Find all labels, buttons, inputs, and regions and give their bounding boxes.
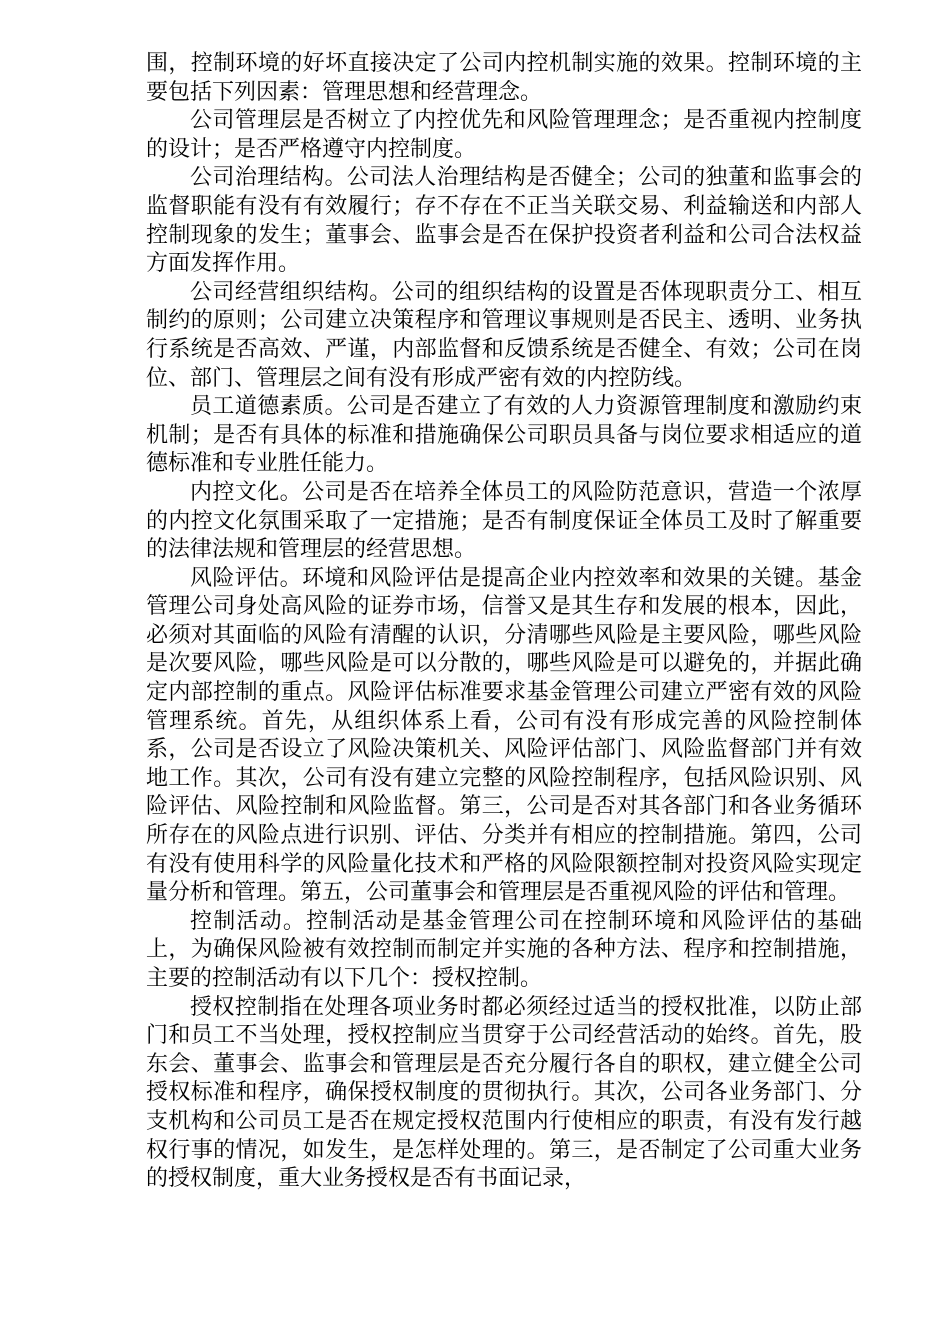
paragraph-organization-structure: 公司经营组织结构。公司的组织结构的设置是否体现职责分工、相互制约的原则；公司建立决策程序和管理议事规则是否民主、透明、业务执行系统是否高效、严谨，内部监督和反馈系统是否健全、有效；公司在岗位、部门、管理层之间有没有形成严密有效的内控防线。 xyxy=(146,279,862,391)
paragraph-authorization-control: 授权控制指在处理各项业务时都必须经过适当的授权批准，以防止部门和员工不当处理，授权控制应当贯穿于公司经营活动的始终。首先，股东会、董事会、监事会和管理层是否充分履行各自的职权，建立健全公司授权标准和程序，确保授权制度的贯彻执行。其次，公司各业务部门、分支机构和公司员工是否在规定授权范围内行使相应的职责，有没有发行越权行事的情况，如发生，是怎样处理的。第三，是否制定了公司重大业务的授权制度，重大业务授权是否有书面记录， xyxy=(146,994,862,1192)
paragraph-control-environment-intro: 围，控制环境的好坏直接决定了公司内控机制实施的效果。控制环境的主要包括下列因素：管理思想和经营理念。 xyxy=(146,51,862,105)
document-page xyxy=(146,50,862,1194)
paragraph-internal-control-culture: 内控文化。公司是否在培养全体员工的风险防范意识，营造一个浓厚的内控文化氛围采取了一定措施；是否有制度保证全体员工及时了解重要的法律法规和管理层的经营思想。 xyxy=(146,479,862,563)
paragraph-employee-ethics: 员工道德素质。公司是否建立了有效的人力资源管理制度和激励约束机制；是否有具体的标准和措施确保公司职员具备与岗位要求相适应的道德标准和专业胜任能力。 xyxy=(146,394,862,477)
paragraph-corporate-governance: 公司治理结构。公司法人治理结构是否健全；公司的独董和监事会的监督职能有没有有效履行；存不存在不正当关联交易、利益输送和内部人控制现象的发生；董事会、监事会是否在保护投资者利益和公司合法权益方面发挥作用。 xyxy=(146,165,862,277)
paragraph-risk-assessment: 风险评估。环境和风险评估是提高企业内控效率和效果的关键。基金管理公司身处高风险的证券市场，信誉又是其生存和发展的根本，因此，必须对其面临的风险有清醒的认识，分清哪些风险是主要风险，哪些风险是次要风险，哪些风险是可以分散的，哪些风险是可以避免的，并据此确定内部控制的重点。风险评估标准要求基金管理公司建立严密有效的风险管理系统。首先，从组织体系上看，公司有没有形成完善的风险控制体系，公司是否设立了风险决策机关、风险评估部门、风险监督部门并有效地工作。其次，公司有没有建立完整的风险控制程序，包括风险识别、风险评估、风险控制和风险监督。第三，公司是否对其各部门和各业务循环所存在的风险点进行识别、评估、分类并有相应的控制措施。第四，公司有没有使用科学的风险量化技术和严格的风险限额控制对投资风险实现定量分析和管理。第五，公司董事会和管理层是否重视风险的评估和管理。 xyxy=(146,565,862,906)
paragraph-control-activities: 控制活动。控制活动是基金管理公司在控制环境和风险评估的基础上，为确保风险被有效控制而制定并实施的各种方法、程序和控制措施，主要的控制活动有以下几个：授权控制。 xyxy=(146,908,862,991)
paragraph-management-philosophy: 公司管理层是否树立了内控优先和风险管理理念；是否重视内控制度的设计；是否严格遵守内控制度。 xyxy=(146,108,862,162)
